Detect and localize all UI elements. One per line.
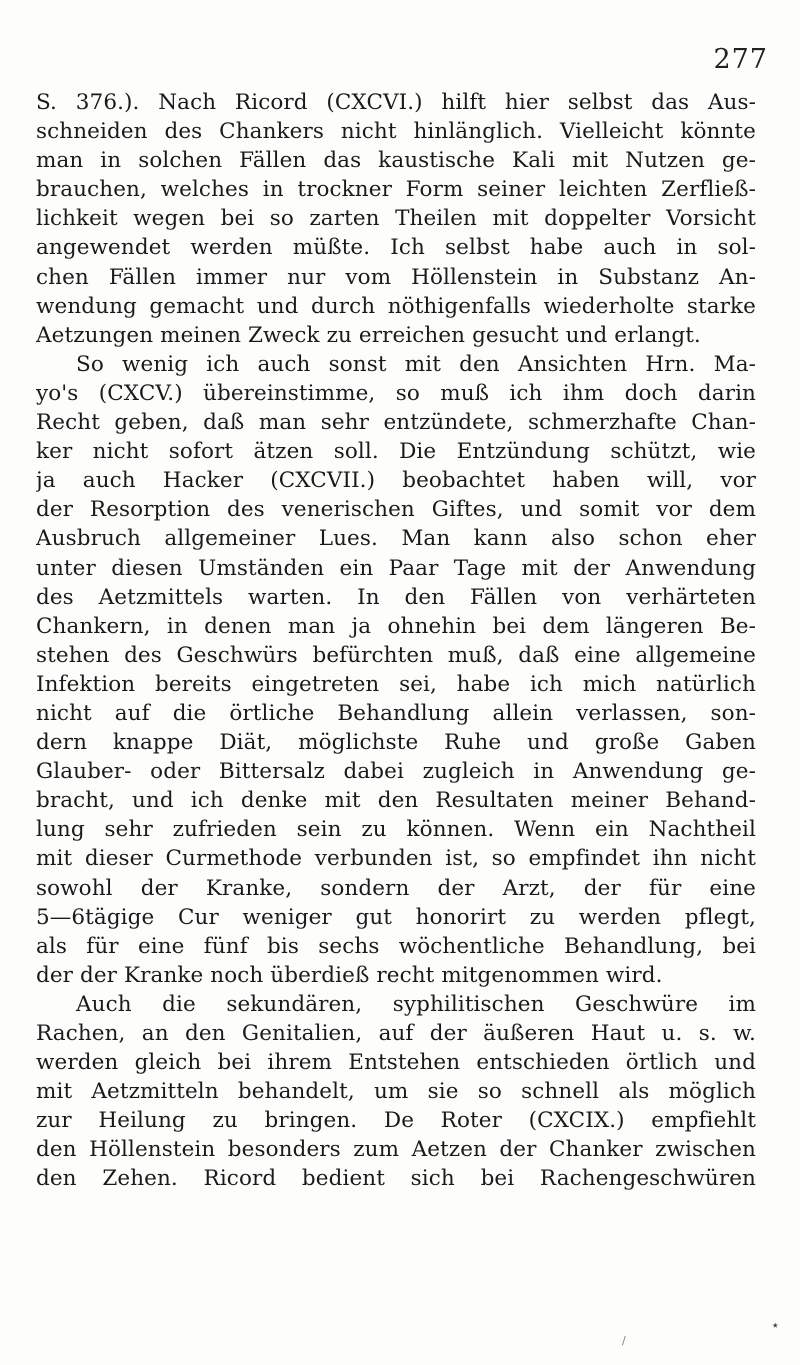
text-line: den Höllenstein besonders zum Aetzen der Chanker zwischen xyxy=(36,1137,756,1163)
text-line: lichkeit wegen bei so zarten Theilen mit doppelter Vorsicht xyxy=(36,206,756,232)
text-line: werden gleich bei ihrem Entstehen entschieden örtlich und xyxy=(36,1050,756,1076)
text-line: Infektion bereits eingetreten sei, habe ich mich natürlich xyxy=(36,671,756,697)
text-line: ker nicht sofort ätzen soll. Die Entzündung schützt, wie xyxy=(36,439,756,465)
text-line: stehen des Geschwürs befürchten muß, daß eine allgemeine xyxy=(36,642,756,668)
text-line: Auch die sekundären, syphilitischen Geschwüre im xyxy=(76,991,756,1017)
page-text-body xyxy=(36,88,756,1194)
text-line: mit Aetzmitteln behandelt, um sie so schnell als möglich xyxy=(36,1079,756,1105)
text-line: lung sehr zufrieden sein zu können. Wenn ein Nachtheil xyxy=(36,817,756,843)
text-line: Ausbruch allgemeiner Lues. Man kann also schon eher xyxy=(36,526,756,552)
text-line: dern knappe Diät, möglichste Ruhe und große Gaben xyxy=(36,730,756,756)
text-line: unter diesen Umständen ein Paar Tage mit der Anwendung xyxy=(36,555,756,581)
text-line: So wenig ich auch sonst mit den Ansichten Hrn. Ma- xyxy=(76,351,756,377)
text-line: chen Fällen immer nur vom Höllenstein in Substanz An- xyxy=(36,264,756,290)
text-line: Aetzungen meinen Zweck zu erreichen gesucht und erlangt. xyxy=(36,322,701,348)
text-line: als für eine fünf bis sechs wöchentliche Behandlung, bei xyxy=(36,933,756,959)
text-line: Chankern, in denen man ja ohnehin bei dem längeren Be- xyxy=(36,613,756,639)
text-line: schneiden des Chankers nicht hinlänglich. Vielleicht könnte xyxy=(36,119,756,145)
text-line: man in solchen Fällen das kaustische Kali mit Nutzen ge- xyxy=(36,148,756,174)
text-line: angewendet werden müßte. Ich selbst habe auch in sol- xyxy=(36,235,756,261)
text-line: nicht auf die örtliche Behandlung allein verlassen, son- xyxy=(36,700,756,726)
paper-speck: / xyxy=(622,1334,626,1347)
text-line: brauchen, welches in trockner Form seiner leichten Zerfließ- xyxy=(36,177,756,203)
text-line: den Zehen. Ricord bedient sich bei Rachengeschwüren xyxy=(36,1166,756,1192)
text-line: des Aetzmittels warten. In den Fällen von verhärteten xyxy=(36,584,756,610)
page-number: 277 xyxy=(713,44,768,75)
text-line: sowohl der Kranke, sondern der Arzt, der für eine xyxy=(36,875,756,901)
text-line: Recht geben, daß man sehr entzündete, schmerzhafte Chan- xyxy=(36,410,756,436)
text-line: wendung gemacht und durch nöthigenfalls wiederholte starke xyxy=(36,293,756,319)
text-line: 5—6tägige Cur weniger gut honorirt zu werden pflegt, xyxy=(36,904,756,930)
text-line: der der Kranke noch überdieß recht mitgenommen wird. xyxy=(36,962,663,988)
text-line: ja auch Hacker (CXCVII.) beobachtet haben will, vor xyxy=(36,468,756,494)
text-line: S. 376.). Nach Ricord (CXCVI.) hilft hier selbst das Aus- xyxy=(36,90,756,115)
text-line: yo's (CXCV.) übereinstimme, so muß ich ihm doch darin xyxy=(36,380,756,406)
text-line: mit dieser Curmethode verbunden ist, so empfindet ihn nicht xyxy=(36,846,756,872)
text-line: der Resorption des venerischen Giftes, und somit vor dem xyxy=(36,497,756,523)
text-line: Rachen, an den Genitalien, auf der äußeren Haut u. s. w. xyxy=(36,1021,756,1046)
text-line: bracht, und ich denke mit den Resultaten meiner Behand- xyxy=(36,788,756,814)
text-line: Glauber- oder Bittersalz dabei zugleich in Anwendung ge- xyxy=(36,759,756,785)
text-line: zur Heilung zu bringen. De Roter (CXCIX.) empfiehlt xyxy=(36,1108,756,1134)
margin-mark: ٭ xyxy=(772,1318,779,1332)
